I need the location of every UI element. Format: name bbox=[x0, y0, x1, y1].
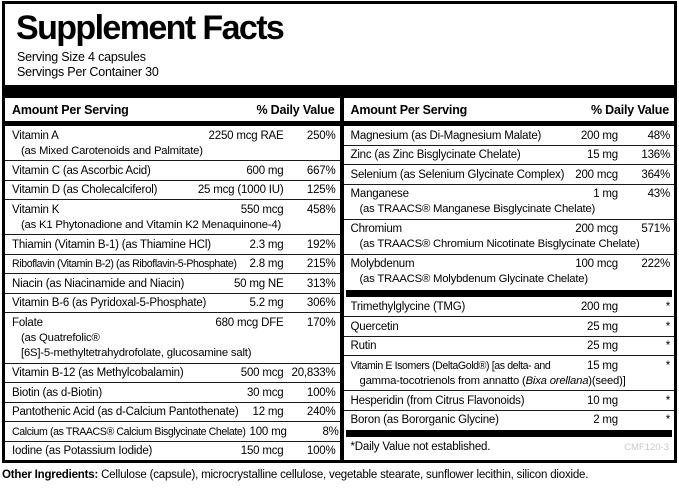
right-column bbox=[340, 98, 675, 460]
nutrient-row bbox=[5, 293, 340, 313]
nutrient-row bbox=[5, 254, 340, 274]
nutrient-amount: 100 mcg bbox=[575, 258, 618, 270]
nutrient-row bbox=[344, 298, 675, 317]
nutrient-daily-value: 240% bbox=[306, 406, 336, 418]
nutrient-line bbox=[344, 146, 675, 165]
section-divider-bar bbox=[346, 290, 673, 297]
daily-value-header: % Daily Value bbox=[591, 103, 669, 117]
nutrient-line bbox=[5, 383, 340, 402]
nutrient-line bbox=[344, 317, 675, 336]
nutrient-daily-value: * bbox=[665, 320, 670, 333]
nutrient-daily-value: 458% bbox=[306, 203, 336, 216]
nutrient-source-note: (as TRAACS® Chromium Nicotinate Bisglycinate Chelate) bbox=[359, 238, 640, 250]
nutrient-amount: 500 mcg bbox=[240, 367, 284, 379]
nutrient-amount: 200 mcg bbox=[575, 168, 618, 181]
nutrient-source-note: (as TRAACS® Manganese Bisglycinate Chelate) bbox=[359, 203, 596, 215]
nutrient-row bbox=[344, 355, 675, 390]
other-ingredients-text: Cellulose (capsule), microcrystalline cellulose, vegetable stearate, sunflower lecithin, silicon dioxide. bbox=[101, 469, 589, 481]
nutrient-amount: 25 mcg (1000 IU) bbox=[197, 184, 284, 196]
nutrient-line bbox=[344, 298, 675, 317]
nutrient-amount: 680 mcg DFE bbox=[215, 316, 284, 329]
nutrient-amount: 10 mg bbox=[587, 394, 618, 407]
nutrient-row bbox=[344, 184, 675, 219]
nutrient-amount: 200 mcg bbox=[575, 223, 618, 235]
nutrient-row bbox=[5, 126, 340, 160]
nutrient-daily-value: 313% bbox=[306, 277, 336, 290]
nutrient-name: Vitamin C (as Ascorbic Acid) bbox=[12, 164, 151, 177]
nutrient-row bbox=[344, 390, 675, 410]
nutrient-name: Biotin (as d-Biotin) bbox=[12, 386, 102, 399]
nutrient-daily-value: 20,833% bbox=[291, 367, 336, 379]
nutrient-amount: 50 mg NE bbox=[233, 277, 284, 290]
nutrient-name: Magnesium (as Di-Magnesium Malate) bbox=[350, 129, 542, 142]
nutrient-line bbox=[344, 255, 675, 274]
nutrient-name: Vitamin B-6 (as Pyridoxal-5-Phosphate) bbox=[12, 297, 207, 309]
nutrient-name: Folate bbox=[12, 316, 43, 329]
nutrient-line bbox=[344, 185, 675, 204]
nutrient-row bbox=[5, 180, 340, 200]
nutrient-amount: 2.3 mg bbox=[249, 238, 284, 251]
nutrient-line bbox=[344, 356, 675, 375]
nutrient-line bbox=[5, 442, 340, 461]
nutrient-line bbox=[344, 220, 675, 239]
nutrient-name: Calcium (as TRAACS® Calcium Bisglycinate Chelate) bbox=[12, 425, 246, 438]
nutrient-row bbox=[5, 312, 340, 363]
nutrient-amount: 100 mg bbox=[249, 425, 287, 438]
nutrient-daily-value: * bbox=[665, 301, 670, 313]
nutrient-name: Vitamin D (as Cholecalciferol) bbox=[12, 184, 158, 196]
left-column bbox=[5, 98, 340, 460]
nutrient-row bbox=[5, 421, 340, 441]
nutrient-name: Hesperidin (from Citrus Flavonoids) bbox=[350, 394, 525, 407]
nutrient-daily-value: 125% bbox=[306, 184, 336, 196]
nutrient-daily-value: * bbox=[665, 359, 670, 372]
left-column-header bbox=[5, 98, 340, 121]
nutrient-line bbox=[344, 411, 675, 430]
nutrient-row bbox=[5, 234, 340, 254]
nutrient-amount: 2.8 mg bbox=[249, 258, 284, 270]
nutrient-daily-value: 306% bbox=[306, 297, 336, 309]
nutrient-line bbox=[344, 126, 675, 145]
nutrient-name: Quercetin bbox=[350, 320, 399, 333]
serving-size: Serving Size 4 capsules bbox=[17, 50, 146, 64]
left-column-rows bbox=[5, 126, 340, 460]
product-code: CMF120-3 bbox=[624, 442, 669, 453]
botanical-name: Bixa orellana bbox=[525, 374, 589, 387]
nutrient-amount: 12 mg bbox=[252, 406, 284, 418]
nutrient-source-note: (as TRAACS® Molybdenum Glycinate Chelate) bbox=[359, 273, 588, 285]
amount-per-serving-header: Amount Per Serving bbox=[350, 103, 468, 117]
nutrient-line bbox=[5, 313, 340, 332]
nutrient-line bbox=[5, 294, 340, 313]
nutrient-line bbox=[5, 364, 340, 383]
nutrient-name: Trimethylglycine (TMG) bbox=[350, 301, 466, 313]
nutrient-line bbox=[5, 422, 340, 441]
nutrient-amount: 5.2 mg bbox=[249, 297, 284, 309]
nutrient-name: Rutin bbox=[350, 340, 377, 352]
nutrient-name: Vitamin A bbox=[12, 129, 59, 142]
nutrient-line bbox=[5, 274, 340, 293]
nutrient-daily-value: 136% bbox=[641, 149, 670, 161]
nutrient-amount: 2 mg bbox=[593, 414, 618, 426]
nutrient-row bbox=[5, 402, 340, 422]
note-text: gamma-tocotrienols from annatto ( bbox=[359, 374, 526, 387]
nutrient-line bbox=[5, 403, 340, 422]
nutrient-amount: 15 mg bbox=[587, 149, 618, 161]
nutrient-daily-value: 43% bbox=[647, 188, 670, 200]
nutrient-name: Riboflavin (Vitamin B-2) (as Riboflavin-5-Phosphate) bbox=[12, 258, 237, 270]
nutrient-row bbox=[5, 199, 340, 234]
nutrient-daily-value: 48% bbox=[647, 129, 670, 142]
nutrient-daily-value: * bbox=[665, 340, 670, 352]
nutrient-columns bbox=[5, 98, 674, 460]
supplement-label bbox=[0, 1, 679, 491]
nutrient-line bbox=[5, 255, 340, 274]
nutrient-row bbox=[344, 410, 675, 430]
nutrient-amount: 30 mcg bbox=[246, 386, 284, 399]
nutrient-line bbox=[5, 181, 340, 200]
nutrient-name: Pantothenic Acid (as d-Calcium Pantothenate) bbox=[12, 406, 239, 418]
footnote-divider-bar bbox=[346, 430, 673, 437]
nutrient-daily-value: 170% bbox=[306, 316, 336, 329]
servings-per-container: Servings Per Container 30 bbox=[17, 65, 159, 79]
nutrient-row bbox=[344, 219, 675, 254]
nutrient-daily-value: 667% bbox=[306, 164, 336, 177]
nutrient-name: Zinc (as Zinc Bisglycinate Chelate) bbox=[350, 149, 521, 161]
footnote-row bbox=[344, 438, 675, 455]
nutrient-name: Vitamin K bbox=[12, 203, 60, 216]
nutrient-line bbox=[5, 161, 340, 180]
nutrient-line bbox=[5, 200, 340, 219]
nutrient-name: Selenium (as Selenium Glycinate Complex) bbox=[350, 168, 565, 181]
serving-info bbox=[5, 47, 674, 85]
nutrient-source-note: (as Quatrefolic® bbox=[21, 331, 100, 344]
nutrient-amount: 15 mg bbox=[587, 359, 618, 372]
nutrient-row bbox=[344, 164, 675, 184]
nutrient-daily-value: 364% bbox=[641, 168, 670, 181]
nutrient-source-note: (as K1 Phytonadione and Vitamin K2 Menaquinone-4) bbox=[21, 218, 282, 231]
nutrient-daily-value: * bbox=[665, 414, 670, 426]
nutrient-name: Vitamin E Isomers (DeltaGold®) [as delta- and bbox=[350, 359, 551, 372]
nutrient-line bbox=[5, 126, 340, 145]
nutrient-name: Chromium bbox=[350, 223, 402, 235]
nutrient-row bbox=[344, 316, 675, 336]
header-divider-bar bbox=[5, 85, 674, 98]
nutrient-amount: 25 mg bbox=[587, 320, 618, 333]
nutrient-row bbox=[344, 336, 675, 356]
nutrient-row bbox=[344, 126, 675, 145]
nutrient-source-note: (as Mixed Carotenoids and Palmitate) bbox=[21, 144, 203, 157]
nutrient-row bbox=[344, 145, 675, 165]
nutrient-amount: 2250 mcg RAE bbox=[208, 129, 284, 142]
nutrient-name: Niacin (as Niacinamide and Niacin) bbox=[12, 277, 185, 290]
nutrient-daily-value: 215% bbox=[306, 258, 336, 270]
nutrient-daily-value: 100% bbox=[306, 445, 336, 457]
nutrient-daily-value: 222% bbox=[641, 258, 670, 270]
nutrient-name: Thiamin (Vitamin B-1) (as Thiamine HCl) bbox=[12, 238, 211, 251]
panel-title: Supplement Facts bbox=[16, 9, 284, 47]
nutrient-line bbox=[5, 235, 340, 254]
nutrient-name: Boron (as Bororganic Glycine) bbox=[350, 414, 499, 426]
daily-value-header: % Daily Value bbox=[256, 103, 335, 117]
nutrient-daily-value: 8% bbox=[322, 425, 339, 438]
nutrient-line bbox=[344, 165, 675, 184]
nutrient-amount: 200 mg bbox=[580, 301, 618, 313]
nutrient-amount: 150 mcg bbox=[240, 445, 284, 457]
nutrient-amount: 25 mg bbox=[587, 340, 618, 352]
nutrient-name: Iodine (as Potassium Iodide) bbox=[12, 445, 153, 457]
nutrient-name: Manganese bbox=[350, 188, 409, 200]
nutrient-name: Vitamin B-12 (as Methylcobalamin) bbox=[12, 367, 184, 379]
amount-per-serving-header: Amount Per Serving bbox=[12, 103, 129, 117]
nutrient-row bbox=[344, 254, 675, 289]
nutrient-source-note: [6S]-5-methyltetrahydrofolate, glucosamine salt) bbox=[21, 347, 252, 359]
other-ingredients-label: Other Ingredients: bbox=[2, 469, 99, 481]
right-column-rows bbox=[344, 126, 675, 429]
nutrient-daily-value: 571% bbox=[641, 223, 670, 235]
nutrient-row bbox=[5, 441, 340, 461]
nutrient-line bbox=[344, 337, 675, 356]
nutrient-row bbox=[5, 363, 340, 383]
nutrient-daily-value: * bbox=[665, 394, 670, 407]
supplement-facts-panel bbox=[2, 1, 677, 463]
note-text: )(seed)] bbox=[588, 374, 626, 387]
nutrient-daily-value: 100% bbox=[306, 386, 336, 399]
nutrient-amount: 1 mg bbox=[593, 188, 618, 200]
nutrient-daily-value: 192% bbox=[306, 238, 336, 251]
nutrient-name: Molybdenum bbox=[350, 258, 415, 270]
nutrient-row bbox=[5, 382, 340, 402]
nutrient-row bbox=[5, 160, 340, 180]
other-ingredients bbox=[0, 463, 679, 481]
nutrient-amount: 550 mcg bbox=[240, 203, 284, 216]
nutrient-source-note bbox=[344, 375, 675, 391]
nutrient-line bbox=[344, 391, 675, 410]
nutrient-daily-value: 250% bbox=[306, 129, 336, 142]
nutrient-amount: 200 mg bbox=[580, 129, 618, 142]
right-column-header bbox=[344, 98, 675, 121]
nutrient-row bbox=[5, 273, 340, 293]
nutrient-amount: 600 mg bbox=[246, 164, 284, 177]
daily-value-footnote: *Daily Value not established. bbox=[350, 441, 491, 453]
